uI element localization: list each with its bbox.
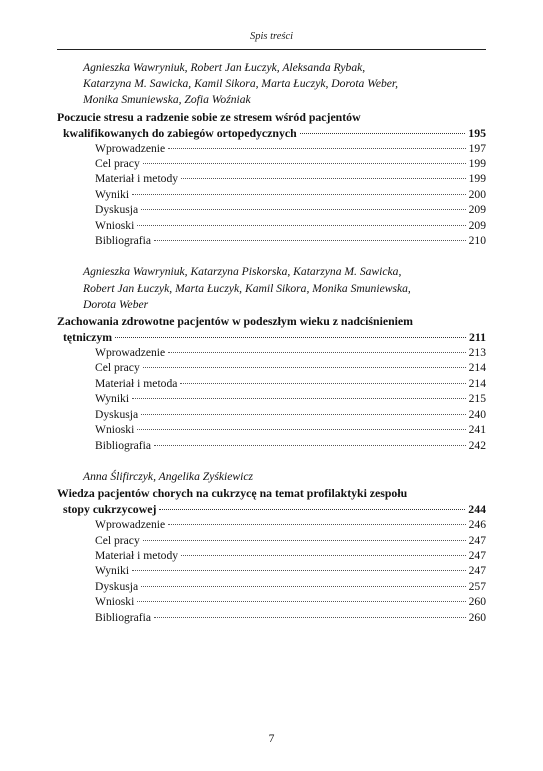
dot-leader bbox=[141, 586, 465, 587]
entry-title-line bbox=[57, 501, 486, 517]
section-page: 199 bbox=[468, 172, 486, 186]
section-row bbox=[57, 202, 486, 217]
dot-leader bbox=[143, 540, 466, 541]
section-label: Bibliografia bbox=[95, 438, 152, 452]
section-row bbox=[57, 438, 486, 453]
toc-entry bbox=[57, 469, 486, 625]
section-page: 247 bbox=[468, 564, 486, 578]
section-page: 241 bbox=[468, 423, 486, 437]
entry-title: Zachowania zdrowotne pacjentów w podeszłym wieku z nadciśnieniem bbox=[57, 314, 413, 329]
section-label: Materiał i metody bbox=[95, 548, 179, 562]
section-row bbox=[57, 345, 486, 360]
section-label: Dyskusja bbox=[95, 579, 139, 593]
page-number: 7 bbox=[268, 732, 275, 745]
section-row bbox=[57, 407, 486, 422]
author-line: Agnieszka Wawryniuk, Katarzyna Piskorska, Katarzyna M. Sawicka, bbox=[83, 265, 402, 279]
author-line: Anna Ślifirczyk, Angelika Zyśkiewicz bbox=[83, 469, 254, 483]
toc-entry bbox=[57, 60, 486, 248]
dot-leader bbox=[137, 429, 465, 430]
section-label: Wnioski bbox=[95, 218, 135, 232]
dot-leader bbox=[132, 570, 466, 571]
section-page: 213 bbox=[468, 346, 486, 360]
dot-leader bbox=[180, 383, 465, 384]
section-row bbox=[57, 360, 486, 375]
entry-title: Wiedza pacjentów chorych na cukrzycę na temat profilaktyki zespołu bbox=[57, 486, 408, 501]
section-label: Dyskusja bbox=[95, 407, 139, 421]
entry-title-line bbox=[57, 125, 486, 141]
section-page: 215 bbox=[468, 392, 486, 406]
entry-title-continuation: kwalifikowanych do zabiegów ortopedycznych bbox=[63, 125, 297, 140]
entry-title: Poczucie stresu a radzenie sobie ze stresem wśród pacjentów bbox=[57, 109, 361, 124]
section-label: Bibliografia bbox=[95, 610, 152, 624]
section-row bbox=[57, 233, 486, 248]
entry-title-continuation: tętniczym bbox=[63, 330, 113, 345]
dot-leader bbox=[141, 414, 465, 415]
dot-leader bbox=[168, 524, 465, 525]
dot-leader bbox=[154, 617, 466, 618]
entry-page-number: 195 bbox=[468, 125, 486, 140]
section-page: 257 bbox=[468, 579, 486, 593]
section-row bbox=[57, 422, 486, 437]
dot-leader bbox=[154, 445, 466, 446]
section-row bbox=[57, 548, 486, 563]
author-line: Monika Smuniewska, Zofia Woźniak bbox=[83, 93, 251, 107]
entry-page-number: 211 bbox=[468, 330, 486, 345]
section-label: Wyniki bbox=[95, 187, 130, 201]
section-row bbox=[57, 610, 486, 625]
section-row bbox=[57, 594, 486, 609]
section-label: Wnioski bbox=[95, 595, 135, 609]
dot-leader bbox=[141, 209, 465, 210]
dot-leader bbox=[143, 163, 466, 164]
section-row bbox=[57, 579, 486, 594]
section-row bbox=[57, 171, 486, 186]
section-page: 200 bbox=[468, 187, 486, 201]
section-page: 247 bbox=[468, 548, 486, 562]
entry-authors bbox=[57, 469, 486, 485]
section-row bbox=[57, 218, 486, 233]
section-label: Materiał i metoda bbox=[95, 376, 178, 390]
section-row bbox=[57, 517, 486, 532]
dot-leader bbox=[168, 148, 465, 149]
dot-leader bbox=[154, 240, 466, 241]
toc-entry bbox=[57, 264, 486, 452]
dot-leader bbox=[132, 194, 466, 195]
author-line: Robert Jan Łuczyk, Marta Łuczyk, Kamil Sikora, Monika Smuniewska, bbox=[83, 281, 411, 295]
section-row bbox=[57, 156, 486, 171]
section-page: 199 bbox=[468, 157, 486, 171]
dot-leader bbox=[137, 225, 465, 226]
section-row bbox=[57, 141, 486, 156]
section-page: 197 bbox=[468, 141, 486, 155]
section-page: 214 bbox=[468, 361, 486, 375]
section-label: Cel pracy bbox=[95, 361, 140, 375]
section-label: Cel pracy bbox=[95, 533, 140, 547]
header-rule bbox=[57, 49, 486, 50]
section-page: 240 bbox=[468, 407, 486, 421]
section-label: Bibliografia bbox=[95, 234, 152, 248]
section-label: Wyniki bbox=[95, 392, 130, 406]
dot-leader bbox=[115, 337, 466, 338]
dot-leader bbox=[137, 601, 465, 602]
section-label: Materiał i metody bbox=[95, 172, 179, 186]
entry-authors bbox=[57, 60, 486, 109]
section-page: 246 bbox=[468, 518, 486, 532]
running-header: Spis treści bbox=[249, 31, 294, 42]
section-page: 209 bbox=[468, 203, 486, 217]
section-row bbox=[57, 187, 486, 202]
dot-leader bbox=[300, 133, 466, 134]
section-label: Wprowadzenie bbox=[95, 346, 166, 360]
section-row bbox=[57, 391, 486, 406]
toc-content bbox=[57, 60, 486, 641]
section-page: 242 bbox=[468, 438, 486, 452]
dot-leader bbox=[168, 352, 465, 353]
section-page: 260 bbox=[468, 610, 486, 624]
section-page: 260 bbox=[468, 595, 486, 609]
section-page: 214 bbox=[468, 376, 486, 390]
section-row bbox=[57, 376, 486, 391]
entry-title-continuation: stopy cukrzycowej bbox=[63, 502, 157, 517]
dot-leader bbox=[181, 555, 466, 556]
section-label: Wprowadzenie bbox=[95, 518, 166, 532]
section-page: 247 bbox=[468, 533, 486, 547]
dot-leader bbox=[181, 178, 466, 179]
section-row bbox=[57, 563, 486, 578]
dot-leader bbox=[159, 509, 465, 510]
dot-leader bbox=[132, 398, 466, 399]
section-label: Wprowadzenie bbox=[95, 141, 166, 155]
section-page: 209 bbox=[468, 218, 486, 232]
section-page: 210 bbox=[468, 234, 486, 248]
author-line: Agnieszka Wawryniuk, Robert Jan Łuczyk, Aleksanda Rybak, bbox=[83, 61, 366, 74]
section-label: Cel pracy bbox=[95, 157, 140, 171]
entry-page-number: 244 bbox=[468, 502, 486, 517]
author-line: Katarzyna M. Sawicka, Kamil Sikora, Marta Łuczyk, Dorota Weber, bbox=[83, 77, 399, 91]
section-label: Dyskusja bbox=[95, 203, 139, 217]
dot-leader bbox=[143, 367, 466, 368]
section-label: Wnioski bbox=[95, 423, 135, 437]
section-label: Wyniki bbox=[95, 564, 130, 578]
section-row bbox=[57, 533, 486, 548]
author-line: Dorota Weber bbox=[83, 297, 149, 311]
entry-authors bbox=[57, 264, 486, 313]
entry-title-line bbox=[57, 329, 486, 345]
